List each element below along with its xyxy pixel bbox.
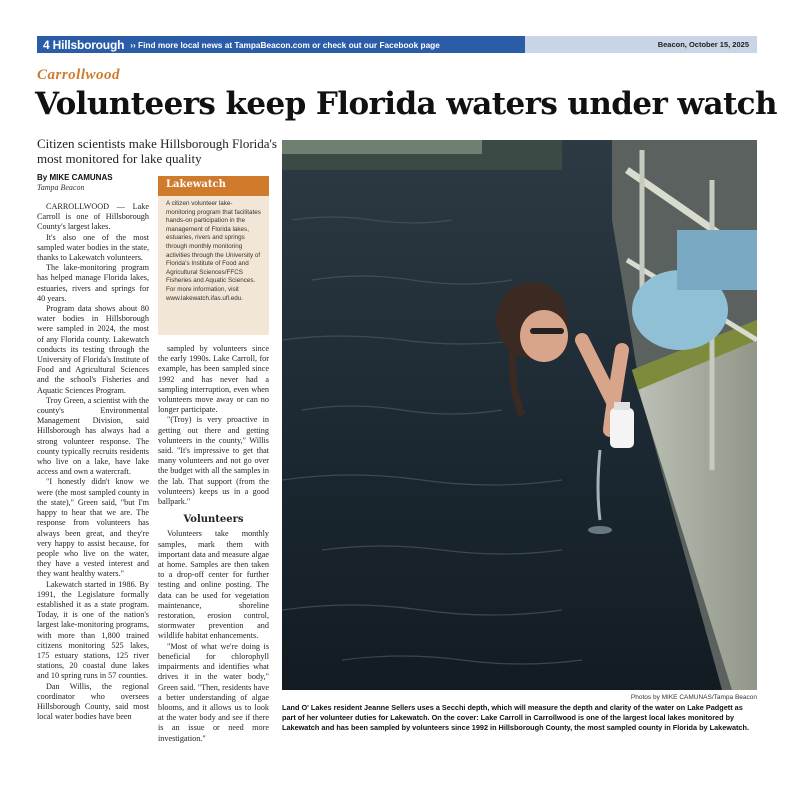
dateline-bar xyxy=(525,36,757,53)
photo-illustration xyxy=(282,140,757,690)
byline: By MIKE CAMUNAS xyxy=(37,173,113,182)
headline: Volunteers keep Florida waters under watch xyxy=(35,86,777,122)
column-2-part-b xyxy=(158,529,269,743)
lakewatch-sidebar xyxy=(158,176,269,335)
kicker: Carrollwood xyxy=(37,67,121,83)
paragraph: Troy Green, a scientist with the county's Environmental Management Division, said Hillsborough has always had a strong volunteer response. The county typically recruits residents who live on a lake, have lake access and own a watercraft. xyxy=(37,395,149,477)
paragraph: It's also one of the most sampled water bodies in the state, thanks to Lakewatch volunteers. xyxy=(37,232,149,263)
paragraph: Dan Willis, the regional coordinator who oversees Hillsborough County, said most local water bodies have been xyxy=(37,681,149,722)
paragraph: "Most of what we're doing is beneficial for chlorophyll impairments and identifies what drives it in the water body," Green said. "Then, residents have a better understanding of algae blooms, and it allows us to look at the water body and see if there is an issue or need more investigation." xyxy=(158,641,269,743)
article-column-2 xyxy=(158,344,269,744)
section-label: 4 Hillsborough xyxy=(43,37,125,52)
deck: Citizen scientists make Hillsborough Florida's most monitored for lake quality xyxy=(37,136,277,166)
photo-credit: Photos by MIKE CAMUNAS/Tampa Beacon xyxy=(630,694,757,701)
paragraph: Program data shows about 80 water bodies in Hillsborough were sampled in 2024, the most of any Florida county. Lakewatch conducts its testing through the University of Florida's Institute of Food and Agricultural Sciences and the school's Fisheries and Aquatic Sciences Program. xyxy=(37,304,149,395)
section-header-bar xyxy=(37,36,525,53)
paragraph: "(Troy) is very proactive in getting out there and getting volunteers in the county," Willis said. "It's impressive to get that many volunteers and not go over the budget with all the samples in the lab. That support (from the volunteers) keeps us in a good ballpark." xyxy=(158,415,269,507)
sidebar-body: A citizen volunteer lake-monitoring program that facilitates hands-on participation in the management of Florida lakes, estuaries, rivers and springs through monthly monitoring activities through the University of Florida's Institute of Food and Agricultural Sciences/FFCS Fisheries and Aquatic Sciences. For more information, visit www.lakewatch.ifas.ufl.edu. xyxy=(166,200,261,302)
sidebar-title: Lakewatch xyxy=(158,176,269,196)
paragraph: The lake-monitoring program has helped manage Florida lakes, estuaries, rivers and springs for 40 years. xyxy=(37,263,149,303)
subhead: Volunteers xyxy=(183,514,244,526)
paragraph: Volunteers take monthly samples, mark them with important data and measure algae at home. Samples are then taken to a drop-off center for further testing and online posting. The data can be used for vegetation maintenance, shoreline restoration, erosion control, stormwater prevention and wildlife habitat enhancements. xyxy=(158,529,269,641)
paragraph: Lakewatch started in 1986. By 1991, the Legislature formally established it as a state program. Today, it is one of the nation's largest lake-monitoring programs, with more than 1,800 trained citizens monitoring 525 lakes, 175 estuary stations, 125 river stations, 20 coastal dune lakes and 10 spring runs in 57 counties. xyxy=(37,579,149,681)
dateline: Beacon, October 15, 2025 xyxy=(657,40,749,49)
column-2-part-a xyxy=(158,344,269,507)
paragraph: CARROLLWOOD — Lake Carroll is one of Hillsborough County's largest lakes. xyxy=(37,202,149,232)
photo-caption: Land O' Lakes resident Jeanne Sellers uses a Secchi depth, which will measure the depth and clarity of the water on Lake Padgett as part of her volunteer duties for Lakewatch. On the cover: Lake Carroll in Carrollwood is one of the largest local lakes monitored by Lakewatch and has been sampled by volunteers since 1992 in Hillsborough County, the most sampled county in Florida by Lakewatch. xyxy=(282,703,749,732)
lead-photo xyxy=(282,140,757,690)
paragraph: "I honestly didn't know we were (the most sampled county in the state)," Green said, "but I'm happy to hear that we are. The response from volunteers has always been great, and they're very happy to assist because, for people who live on the water, they have a vested interest and they want healthy waters." xyxy=(37,477,149,579)
article-column-1 xyxy=(37,202,149,722)
byline-outlet: Tampa Beacon xyxy=(37,183,85,192)
promo-text: ›› Find more local news at TampaBeacon.com or check out our Facebook page xyxy=(130,39,440,50)
paragraph: sampled by volunteers since the early 1990s. Lake Carroll, for example, has been sampled since 1992 and has never had a sampling interruption, even when volunteers move away or can no longer participate. xyxy=(158,344,269,415)
